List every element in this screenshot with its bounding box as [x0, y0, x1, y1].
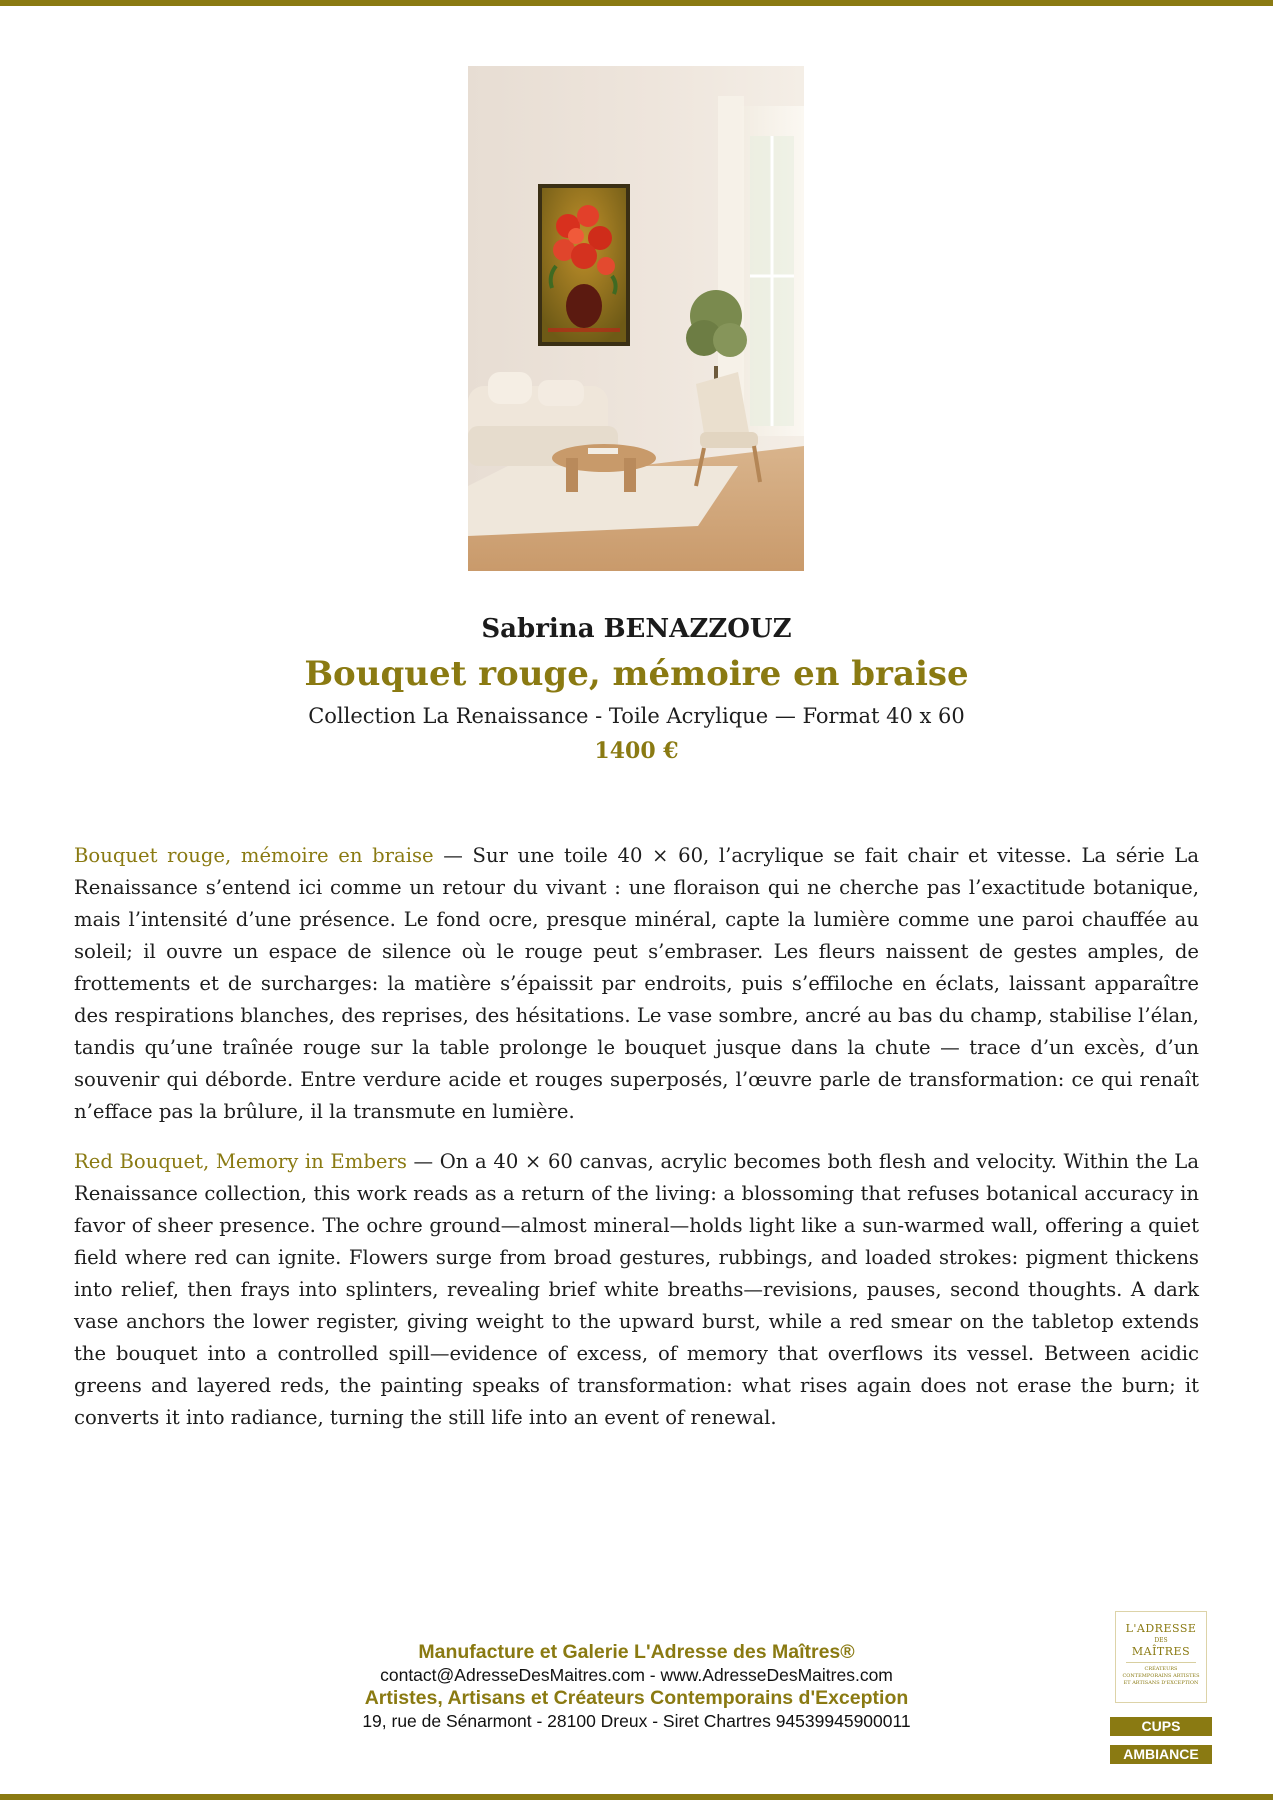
bottom-rule: [0, 1794, 1273, 1800]
footer-contact[interactable]: contact@AdresseDesMaitres.com - www.AdresseDesMaitres.com: [380, 1665, 893, 1685]
description-english-lead: Red Bouquet, Memory in Embers: [74, 1150, 407, 1173]
logo-line-3: MAÎTRES: [1131, 1645, 1191, 1658]
footer-address: 19, rue de Sénarmont - 28100 Dreux - Siret Chartres 94539945900011: [362, 1711, 911, 1731]
description-french: [74, 840, 1199, 1128]
footer-tagline: Artistes, Artisans et Créateurs Contemporains d'Exception: [364, 1687, 909, 1709]
footer-company: Manufacture et Galerie L'Adresse des Maîtres®: [418, 1641, 855, 1663]
gallery-logo: [1115, 1611, 1207, 1703]
logo-divider: [1126, 1662, 1196, 1663]
artwork-price: 1400 €: [594, 738, 679, 764]
logo-line-1: L'ADRESSE: [1125, 1622, 1197, 1635]
description-english-body: — On a 40 × 60 canvas, acrylic becomes both flesh and velocity. Within the La Renaissance collection, this work reads as a return of the living: a blossoming that refuses botanical accuracy in favor of sheer presence. The ochre ground—almost mineral—holds light like a sun-warmed wall, offering a quiet field where red can ignite. Flowers surge from broad gestures, rubbings, and loaded strokes: pigment thickens into relief, then frays into splinters, revealing brief white breaths—revisions, pauses, second thoughts. A dark vase anchors the lower register, giving weight to the upward burst, while a red smear on the tabletop extends the bouquet into a controlled spill—evidence of excess, of memory that overflows its vessel. Between acidic greens and layered reds, the painting speaks of transformation: what rises again does not erase the burn; it converts it into radiance, turning the still life into an event of renewal.: [74, 1150, 1200, 1429]
description-french-body: — Sur une toile 40 × 60, l’acrylique se fait chair et vitesse. La série La Renaissance s’entend ici comme un retour du vivant : une floraison qui ne cherche pas l’exactitude botanique, mais l’intensité d’une présence. Le fond ocre, presque minéral, capte la lumière comme une paroi chauffée au soleil; il ouvre un espace de silence où le rouge peut s’embraser. Les fleurs naissent de gestes amples, de frottements et de surcharges: la matière s’épaissit par endroits, puis s’effiloche en éclats, laissant apparaître des respirations blanches, des reprises, des hésitations. Le vase sombre, ancré au bas du champ, stabilise l’élan, tandis qu’une traînée rouge sur la table prolonge le bouquet jusque dans la chute — trace d’un excès, d’un souvenir qui déborde. Entre verdure acide et rouges superposés, l’œuvre parle de transformation: ce qui renaît n’efface pas la brûlure, il la transmute en lumière.: [74, 844, 1199, 1123]
cups-badge[interactable]: CUPS: [1110, 1717, 1212, 1736]
ambiance-badge[interactable]: AMBIANCE: [1110, 1745, 1212, 1764]
footer: [230, 1641, 1043, 1733]
logo-line-4: CRÉATEURS CONTEMPORAINS ARTISTES ET ARTISANS D'EXCEPTION: [1122, 1666, 1200, 1686]
description-french-lead: Bouquet rouge, mémoire en braise: [74, 844, 434, 867]
top-rule: [0, 0, 1273, 6]
artwork-room-photo: [468, 66, 804, 571]
artist-name: Sabrina BENAZZOUZ: [481, 614, 792, 644]
artwork-title: Bouquet rouge, mémoire en braise: [304, 654, 969, 694]
artwork-details: Collection La Renaissance - Toile Acrylique — Format 40 x 60: [308, 704, 965, 728]
description-english: [74, 1146, 1199, 1434]
logo-line-2: DES: [1154, 1637, 1168, 1644]
